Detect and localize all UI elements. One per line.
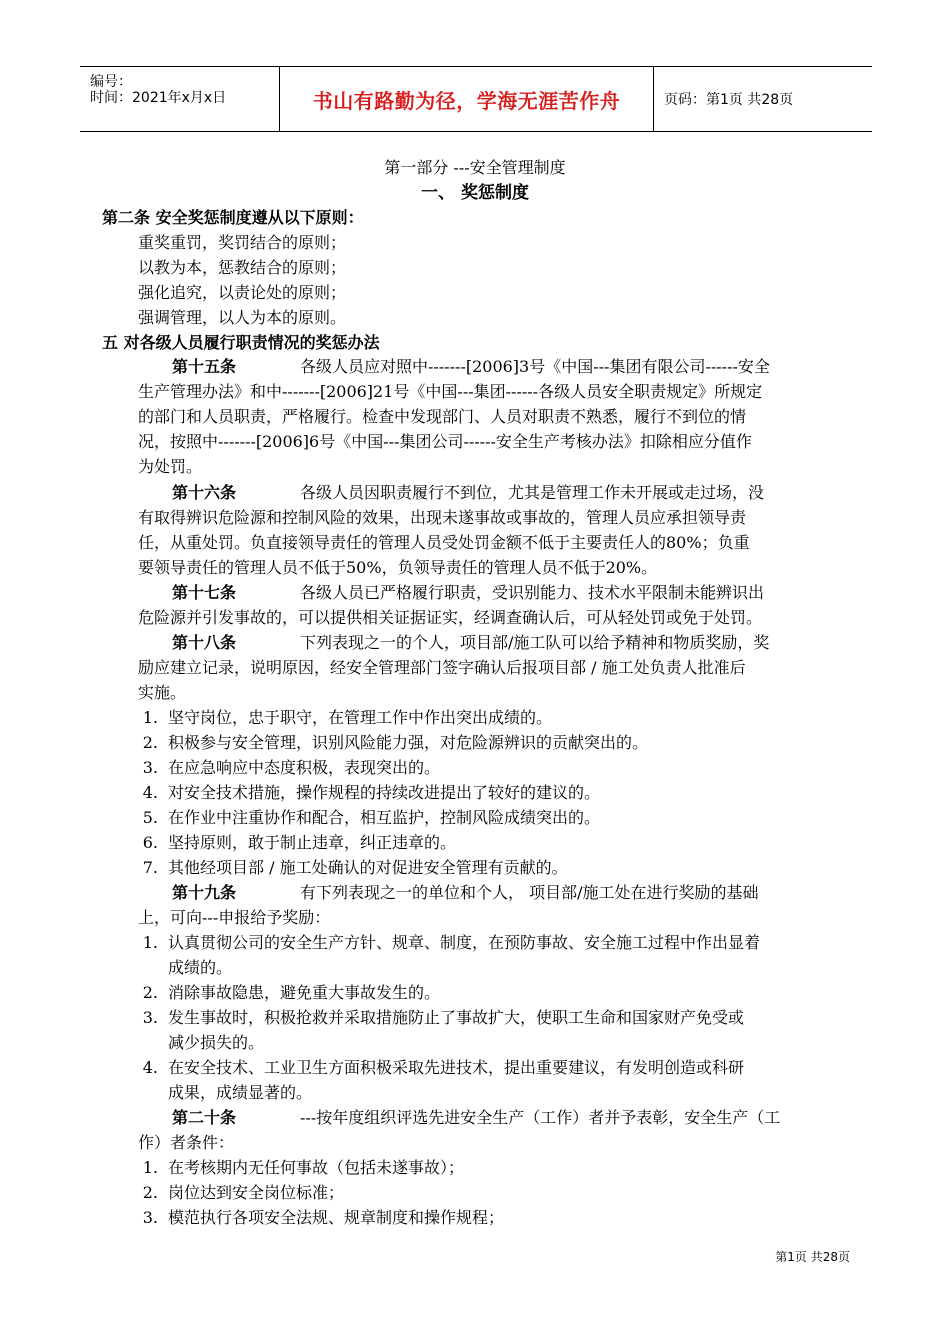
article20-label: 第二十条	[172, 1108, 237, 1127]
list-item: 在安全技术、工业卫生方面积极采取先进技术，提出重要建议，有发明创造或科研	[168, 1058, 745, 1077]
article17-label: 第十七条	[172, 583, 237, 602]
list-item: 坚持原则，敢于制止违章，纠正违章的。	[168, 833, 457, 852]
list-number: 3.	[142, 1008, 158, 1027]
principle-item: 强调管理，以人为本的原则。	[138, 308, 347, 327]
list-number: 2.	[142, 733, 158, 752]
article16-line: 要领导责任的管理人员不低于50%，负领导责任的管理人员不低于20%。	[138, 558, 658, 577]
list-number: 4.	[142, 1058, 158, 1077]
list-number: 7.	[142, 858, 158, 877]
principle-item: 重奖重罚，奖罚结合的原则；	[138, 233, 347, 252]
article15-line: 的部门和人员职责，严格履行。检查中发现部门、人员对职责不熟悉，履行不到位的情	[138, 407, 747, 426]
article19-line: 上，可向---申报给予奖励：	[138, 908, 331, 927]
list-item: 对安全技术措施，操作规程的持续改进提出了较好的建议的。	[168, 783, 601, 802]
header-motto	[280, 67, 654, 131]
list-item-cont: 减少损失的。	[168, 1033, 265, 1052]
article15-label: 第十五条	[172, 357, 237, 376]
list-item: 发生事故时，积极抢救并采取措施防止了事故扩大，使职工生命和国家财产免受或	[168, 1008, 745, 1027]
list-number: 1.	[142, 708, 158, 727]
article18-line: 励应建立记录，说明原因，经安全管理部门签字确认后报项目部 / 施工处负责人批准后	[138, 658, 746, 677]
doc-number: 编号：	[90, 74, 132, 90]
list-item: 坚守岗位，忠于职守，在管理工作中作出突出成绩的。	[168, 708, 553, 727]
article15-line: 况，按照中-------[2006]6号《中国---集团公司------安全生产考核办法》扣除相应分值作	[138, 432, 752, 451]
list-item: 积极参与安全管理，识别风险能力强，对危险源辨识的贡献突出的。	[168, 733, 649, 752]
article16-line: 任，从重处罚。负直接领导责任的管理人员受处罚金额不低于主要责任人的80%；负重	[138, 533, 750, 552]
list-number: 2.	[142, 983, 158, 1002]
list-item: 消除事故隐患，避免重大事故发生的。	[168, 983, 441, 1002]
article20-line: 作）者条件：	[138, 1133, 235, 1152]
list-item: 模范执行各项安全法规、规章制度和操作规程；	[168, 1208, 505, 1227]
article19-label: 第十九条	[172, 883, 237, 902]
article17-line: 各级人员已严格履行职责，受识别能力、技术水平限制未能辨识出	[300, 583, 765, 602]
article15-line: 各级人员应对照中-------[2006]3号《中国---集团有限公司------安全	[300, 357, 770, 376]
list-number: 1.	[142, 933, 158, 952]
article2-heading: 第二条 安全奖惩制度遵从以下原则：	[102, 208, 364, 227]
page-footer: 第1页 共28页	[775, 1250, 850, 1264]
list-number: 3.	[142, 1208, 158, 1227]
header-page-info: 页码：第1页 共28页	[664, 92, 794, 108]
list-item: 在应急响应中态度积极，表现突出的。	[168, 758, 441, 777]
section-heading: 一、 奖惩制度	[421, 183, 529, 203]
article16-line: 各级人员因职责履行不到位，尤其是管理工作未开展或走过场，没	[300, 483, 765, 502]
article18-line: 下列表现之一的个人，项目部/施工队可以给予精神和物质奖励，奖	[300, 633, 770, 652]
article15-line: 为处罚。	[138, 457, 203, 476]
section5-heading: 五 对各级人员履行职责情况的奖惩办法	[102, 333, 380, 352]
list-item: 在考核期内无任何事故（包括未遂事故）；	[168, 1158, 465, 1177]
list-number: 5.	[142, 808, 158, 827]
motto-text: 书山有路勤为径，学海无涯苦作舟	[312, 88, 621, 113]
principle-item: 强化追究，以责论处的原则；	[138, 283, 347, 302]
article18-label: 第十八条	[172, 633, 237, 652]
header-meta	[80, 67, 280, 131]
list-number: 2.	[142, 1183, 158, 1202]
article17-line: 危险源并引发事故的，可以提供相关证据证实，经调查确认后，可从轻处罚或免于处罚。	[138, 608, 763, 627]
article20-line: ---按年度组织评选先进安全生产（工作）者并予表彰，安全生产（工	[300, 1108, 781, 1127]
list-item: 其他经项目部 / 施工处确认的对促进安全管理有贡献的。	[168, 858, 568, 877]
list-item: 岗位达到安全岗位标准；	[168, 1183, 345, 1202]
principle-item: 以教为本，惩教结合的原则；	[138, 258, 347, 277]
page-header	[80, 66, 872, 132]
list-number: 6.	[142, 833, 158, 852]
article18-line: 实施。	[138, 683, 187, 702]
list-item: 认真贯彻公司的安全生产方针、规章、制度，在预防事故、安全施工过程中作出显着	[168, 933, 761, 952]
list-item-cont: 成绩的。	[168, 958, 233, 977]
article19-line: 有下列表现之一的单位和个人， 项目部/施工处在进行奖励的基础	[300, 883, 759, 902]
list-item: 在作业中注重协作和配合，相互监护，控制风险成绩突出的。	[168, 808, 601, 827]
article16-label: 第十六条	[172, 483, 237, 502]
document-title: 第一部分 ---安全管理制度	[384, 158, 566, 177]
doc-date: 时间：2021年x月x日	[90, 90, 227, 106]
list-number: 4.	[142, 783, 158, 802]
list-item-cont: 成果，成绩显著的。	[168, 1083, 313, 1102]
article15-line: 生产管理办法》和中-------[2006]21号《中国---集团------各级人员安全职责规定》所规定	[138, 382, 763, 401]
article16-line: 有取得辨识危险源和控制风险的效果，出现未遂事故或事故的，管理人员应承担领导责	[138, 508, 747, 527]
list-number: 1.	[142, 1158, 158, 1177]
list-number: 3.	[142, 758, 158, 777]
